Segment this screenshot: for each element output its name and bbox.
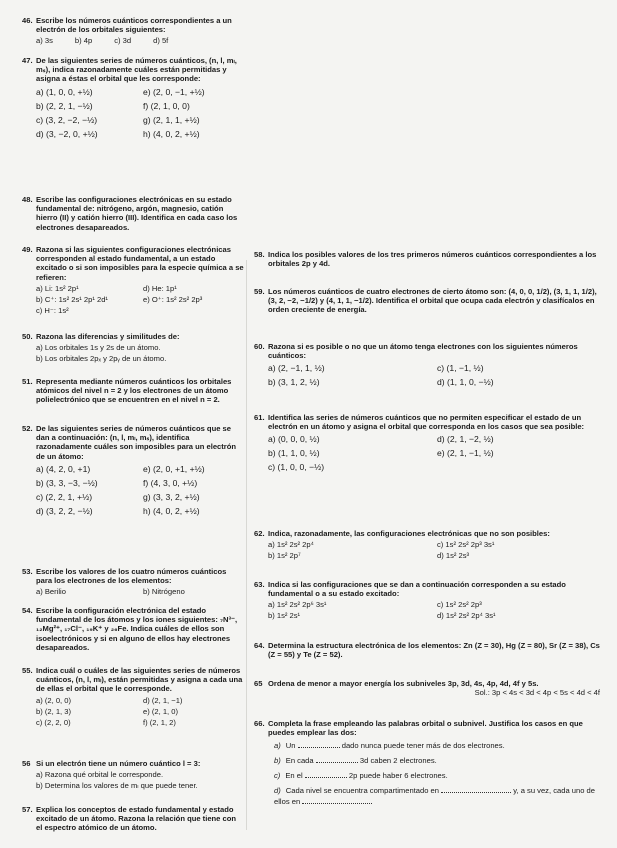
question-q48 <box>22 195 244 232</box>
question-number: 64. <box>254 641 265 650</box>
question-text: Completa la frase empleando las palabras orbital o subnivel. Justifica los casos en que puedes emplear las dos: <box>268 719 583 738</box>
fill-label: c) <box>274 771 281 781</box>
question-number: 65 <box>254 679 263 688</box>
question-grid <box>36 283 244 316</box>
question-body <box>268 342 600 389</box>
fill-label: d) <box>274 786 281 796</box>
option-item: b) (2, 2, 1, −½) <box>36 100 93 111</box>
question-number: 55. <box>22 666 33 675</box>
option-item: h) (4, 0, 2, +½) <box>143 505 200 516</box>
option-item: c) (2, 2, 0) <box>36 717 71 727</box>
column-divider <box>246 260 247 830</box>
fill-post: dado nunca puede tener más de dos electrones. <box>341 741 505 751</box>
fill-blank[interactable] <box>441 786 511 793</box>
option-item: b) Nitrógeno <box>143 587 185 597</box>
question-number: 49. <box>22 245 33 254</box>
question-body <box>268 641 600 659</box>
question-body <box>36 332 244 364</box>
option-item: g) (2, 1, 1, +½) <box>143 114 200 125</box>
option-item: e) (2, 0, −1, +½) <box>143 86 205 97</box>
option-item: b) (3, 3, −3, −½) <box>36 477 98 488</box>
question-q59 <box>254 287 600 315</box>
question-q60 <box>254 342 600 389</box>
question-number: 50. <box>22 332 33 341</box>
option-item: a) 1s² 2s² 2p⁴ <box>268 540 314 550</box>
option-item: c) 1s² 2s² 2p³ <box>437 600 482 610</box>
question-number: 54. <box>22 606 33 615</box>
fill-label: b) <box>274 756 281 766</box>
question-body <box>36 245 244 316</box>
option-item: b) 1s² 2p⁷ <box>268 551 301 561</box>
question-grid <box>268 539 600 561</box>
fill-row <box>274 740 600 751</box>
question-text: De las siguientes series de números cuánticos, (n, l, mₗ, mₛ), indica razonadamente cuáles están permitidas y asigna a éstas el orbital que les corresponde: <box>36 56 237 84</box>
question-text: Identifica las series de números cuánticos que no permiten especificar el estado de un electrón en un átomo y asigna el orbital que corresponda en los casos que sea posible: <box>268 413 585 432</box>
option-item: b) C⁺: 1s² 2s¹ 2p¹ 2d¹ <box>36 294 108 304</box>
question-body <box>268 580 600 621</box>
fill-pre: En el <box>285 771 303 781</box>
fill-row <box>274 755 600 766</box>
option-item: c) (3, 2, −2, −½) <box>36 114 98 125</box>
question-number: 60. <box>254 342 265 351</box>
option-item: d) He: 1p¹ <box>143 283 177 293</box>
option-item: d) 1s² 2s³ <box>437 551 470 561</box>
option-item: a) (2, 0, 0) <box>36 695 72 705</box>
fill-blank[interactable] <box>298 741 340 748</box>
option-item: g) (3, 3, 2, +½) <box>143 491 200 502</box>
question-body <box>36 424 244 518</box>
fill-label: a) <box>274 741 281 751</box>
question-options <box>36 769 244 791</box>
question-text: Escribe las configuraciones electrónicas en su estado fundamental de: nitrógeno, argón, magnesio, catión hierro (II) y catión hierro (III). Identifica en cada caso los electrones desapareados. <box>36 195 238 232</box>
fill-post: 2p puede haber 6 electrones. <box>348 771 448 781</box>
fill-blank[interactable] <box>316 756 358 763</box>
option-item: e) (2, 1, −1, ½) <box>437 448 494 459</box>
question-body <box>268 679 600 697</box>
question-number: 63. <box>254 580 265 589</box>
fill-pre: Cada nivel se encuentra compartimentado en <box>285 786 439 796</box>
option-item: a) (0, 0, 0, ½) <box>268 434 320 445</box>
option-item: b) Determina los valores de mₗ que puede tener. <box>36 781 198 791</box>
question-grid <box>36 85 244 141</box>
question-grid <box>36 462 244 518</box>
fill-row <box>274 785 600 807</box>
option-item: d) (2, 1, −1) <box>143 695 183 705</box>
question-body <box>268 287 600 315</box>
question-body <box>36 195 244 232</box>
option-item: d) (1, 1, 0, −½) <box>437 377 494 388</box>
option-item: b) (3, 1, 2, ½) <box>268 377 320 388</box>
option-item: a) 3s <box>36 36 53 46</box>
option-item: d) 5f <box>153 36 169 46</box>
question-q57 <box>22 805 244 833</box>
option-item: b) 4p <box>74 36 93 46</box>
question-grid <box>268 432 600 474</box>
option-item: b) (2, 1, 3) <box>36 706 72 716</box>
fill-row <box>274 770 600 781</box>
option-item: f) (4, 3, 0, +½) <box>143 477 198 488</box>
question-options <box>36 342 244 364</box>
question-number: 47. <box>22 56 33 65</box>
question-number: 57. <box>22 805 33 814</box>
question-number: 53. <box>22 567 33 576</box>
option-item: f) (2, 1, 2) <box>143 717 176 727</box>
question-text: Indica los posibles valores de los tres primeros números cuánticos correspondientes a los orbitales 2p y 4d. <box>268 250 597 269</box>
question-grid <box>36 695 244 728</box>
question-q65 <box>254 679 600 697</box>
fill-blank[interactable] <box>305 771 347 778</box>
question-grid <box>268 361 600 389</box>
option-item: a) (4, 2, 0, +1) <box>36 463 91 474</box>
question-text: Indica si las configuraciones que se dan a continuación corresponden a su estado fundamental o a su estado excitado: <box>268 580 566 599</box>
question-text: Razona las diferencias y similitudes de: <box>36 332 180 341</box>
question-q61 <box>254 413 600 474</box>
question-number: 48. <box>22 195 33 204</box>
option-item <box>437 460 600 474</box>
question-text: Determina la estructura electrónica de los elementos: Zn (Z = 30), Hg (Z = 80), Sr (Z = 38), Cs (Z = 55) y Te (Z = 52). <box>268 641 600 660</box>
question-q47 <box>22 56 244 141</box>
question-body <box>36 805 244 833</box>
question-text: Escribe la configuración electrónica del estado fundamental de los átomos y los iones siguientes: ₇N³⁻, ₁₂Mg²⁺, ₁₇Cl⁻, ₁₉K⁺ y ₂₆Fe. Indica cuáles de ellos son isoelectrónicos y si en alguno de ellos hay electrones desapareados. <box>36 606 238 652</box>
question-body <box>36 606 244 652</box>
option-item: a) 1s² 2s² 2p⁶ 3s¹ <box>268 600 327 610</box>
option-item: c) (2, 2, 1, +½) <box>36 491 93 502</box>
question-text: Los números cuánticos de cuatro electrones de cierto átomo son: (4, 0, 0, 1/2), (3, 1, 1, 1/2), (3, 2, −2, −1/2) y (4, 1, 1, −1/2). Identifica el orbital que ocupa cada electrón y clasifícalos en orden creciente de energía. <box>268 287 597 315</box>
option-item: b) 1s² 2s¹ <box>268 611 301 621</box>
option-item: h) (4, 0, 2, +½) <box>143 128 200 139</box>
option-item: d) (3, 2, 2, −½) <box>36 505 93 516</box>
solution-text: Sol.: 3p < 4s < 3d < 4p < 5s < 4d < 4f <box>474 688 600 698</box>
question-body <box>36 56 244 141</box>
question-number: 51. <box>22 377 33 386</box>
option-item: d) (2, 1, −2, ½) <box>437 434 494 445</box>
question-q49 <box>22 245 244 316</box>
option-item: a) (2, −1, 1, ½) <box>268 363 325 374</box>
fill-pre: En cada <box>285 756 314 766</box>
fill-items <box>268 740 600 807</box>
question-number: 56 <box>22 759 31 768</box>
question-grid <box>36 586 244 597</box>
question-number: 61. <box>254 413 265 422</box>
question-q58 <box>254 250 600 268</box>
question-text: Explica los conceptos de estado fundamental y estado excitado de un átomo. Razona la relación que tiene con el espectro atómico de un átomo. <box>36 805 237 833</box>
question-body <box>268 250 600 268</box>
option-item: c) (1, 0, 0, −½) <box>268 462 325 473</box>
option-item: c) 1s² 2s² 2p³ 3s¹ <box>437 540 495 550</box>
option-item: a) Razona qué orbital le corresponde. <box>36 770 164 780</box>
question-text: De las siguientes series de números cuánticos que se dan a continuación: (n, l, mₗ, mₛ), identifica razonadamente cuáles son imposibles para un electrón de un átomo: <box>36 424 237 461</box>
question-number: 59. <box>254 287 265 296</box>
question-q55 <box>22 666 244 728</box>
option-item: a) (1, 0, 0, +½) <box>36 86 93 97</box>
option-item: a) Li: 1s² 2p¹ <box>36 283 79 293</box>
fill-pre: Un <box>285 741 296 751</box>
question-text: Si un electrón tiene un número cuántico l = 3: <box>36 759 201 768</box>
option-item: c) (1, −1, ½) <box>437 363 484 374</box>
option-item: d) 1s² 2s² 2p⁴ 3s¹ <box>437 611 496 621</box>
question-options <box>36 35 244 46</box>
question-q62 <box>254 529 600 561</box>
question-text: Ordena de menor a mayor energía los subniveles 3p, 3d, 4s, 4p, 4d, 4f y 5s. <box>268 679 539 688</box>
question-body <box>36 759 244 791</box>
option-item: a) Los orbitales 1s y 2s de un átomo. <box>36 343 161 353</box>
question-q46 <box>22 16 244 46</box>
option-item: b) Los orbitales 2pₓ y 2pᵧ de un átomo. <box>36 354 167 364</box>
question-text: Escribe los valores de los cuatro números cuánticos para los electrones de los elementos: <box>36 567 227 586</box>
option-item <box>143 305 244 316</box>
fill-post: 3d caben 2 electrones. <box>359 756 437 766</box>
question-body <box>268 719 600 807</box>
question-body <box>268 529 600 561</box>
question-q50 <box>22 332 244 364</box>
option-item: a) Berilio <box>36 587 66 597</box>
question-q52 <box>22 424 244 518</box>
question-q63 <box>254 580 600 621</box>
option-item: c) 3d <box>114 36 132 46</box>
option-item: e) (2, 1, 0) <box>143 706 179 716</box>
option-item: d) (3, −2, 0, +½) <box>36 128 98 139</box>
fill-blank[interactable] <box>302 797 372 804</box>
question-number: 46. <box>22 16 33 25</box>
question-q56 <box>22 759 244 791</box>
option-item: c) H⁻: 1s² <box>36 305 69 315</box>
question-text: Escribe los números cuánticos correspondientes a un electrón de los orbitales siguientes: <box>36 16 232 35</box>
question-number: 62. <box>254 529 265 538</box>
question-q66 <box>254 719 600 811</box>
option-item: e) (2, 0, +1, +½) <box>143 463 205 474</box>
question-q51 <box>22 377 244 405</box>
question-text: Razona si es posible o no que un átomo tenga electrones con los siguientes números cuánticos: <box>268 342 578 361</box>
question-text: Indica cuál o cuáles de las siguientes series de números cuánticos, (n, l, mₗ), están permitidas y asigna a cada una de ellas el orbital que le corresponde. <box>36 666 243 694</box>
question-number: 58. <box>254 250 265 259</box>
question-body <box>36 666 244 728</box>
option-item: b) (1, 1, 0, ½) <box>268 448 320 459</box>
question-q53 <box>22 567 244 597</box>
question-text: Indica, razonadamente, las configuraciones electrónicas que no son posibles: <box>268 529 550 538</box>
option-item: e) O⁺: 1s² 2s² 2p³ <box>143 294 203 304</box>
question-number: 66. <box>254 719 265 728</box>
question-number: 52. <box>22 424 33 433</box>
question-body <box>268 413 600 474</box>
question-body <box>36 16 244 46</box>
question-body <box>36 377 244 405</box>
question-grid <box>268 599 600 621</box>
fill-post: y, a su vez, cada uno de ellos en <box>274 786 596 807</box>
question-q54 <box>22 606 244 652</box>
option-item: f) (2, 1, 0, 0) <box>143 100 190 111</box>
question-text: Razona si las siguientes configuraciones electrónicas corresponden al estado fundamental, a un estado excitado o si son imposibles para la especie química a se refieren: <box>36 245 244 282</box>
question-body <box>36 567 244 597</box>
question-text: Representa mediante números cuánticos los orbitales atómicos del nivel n = 2 y los electrones de un átomo polielectrónico que se encuentren en el nivel n = 2. <box>36 377 232 405</box>
question-q64 <box>254 641 600 659</box>
